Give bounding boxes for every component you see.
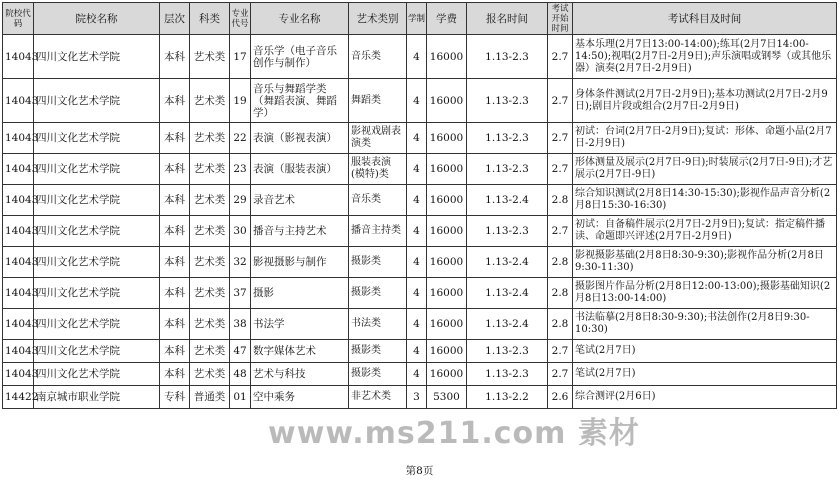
exam-start-cell: 2.7 — [548, 154, 573, 185]
art-type-cell: 书法类 — [349, 309, 407, 340]
exam-subjects-cell: 基本乐理(2月7日13:00-14:00);练耳(2月7日14:00-14:50);视唱(2月7日-2月9日);声乐演唱或钢琴（或其他乐器）演奏(2月7日-2月9日) — [573, 35, 837, 79]
table-row — [3, 185, 837, 216]
header-category: 科类 — [190, 3, 230, 35]
table-row — [3, 340, 837, 363]
exam-subjects-cell: 初试：台词(2月7日-2月9日);复试：形体、命题小品(2月7日-2月9日) — [573, 123, 837, 154]
header-school-name: 院校名称 — [34, 3, 160, 35]
category-cell: 艺术类 — [190, 216, 230, 247]
signup-period-cell: 1.13-2.3 — [467, 35, 548, 79]
school-name-cell: 四川文化艺术学院 — [34, 216, 160, 247]
level-cell: 本科 — [160, 278, 190, 309]
school-name-cell: 四川文化艺术学院 — [34, 35, 160, 79]
level-cell: 本科 — [160, 79, 190, 123]
major-code-cell: 17 — [230, 35, 251, 79]
level-cell: 本科 — [160, 216, 190, 247]
school-code-cell: 14043 — [3, 79, 34, 123]
header-signup-period: 报名时间 — [467, 3, 548, 35]
major-name-cell: 录音艺术 — [251, 185, 349, 216]
level-cell: 专科 — [160, 386, 190, 409]
school-code-cell: 14422 — [3, 386, 34, 409]
table-row — [3, 363, 837, 386]
category-cell: 艺术类 — [190, 35, 230, 79]
category-cell: 艺术类 — [190, 278, 230, 309]
art-type-cell: 音乐类 — [349, 185, 407, 216]
exam-subjects-cell: 身体条件测试(2月7日-2月9日);基本功测试(2月7日-2月9日);剧目片段或组合(2月7日-2月9日) — [573, 79, 837, 123]
table-row — [3, 216, 837, 247]
exam-start-cell: 2.7 — [548, 216, 573, 247]
signup-period-cell: 1.13-2.4 — [467, 247, 548, 278]
fee-cell: 16000 — [427, 340, 467, 363]
category-cell: 艺术类 — [190, 79, 230, 123]
major-code-cell: 29 — [230, 185, 251, 216]
major-name-cell: 艺术与科技 — [251, 363, 349, 386]
category-cell: 艺术类 — [190, 309, 230, 340]
fee-cell: 16000 — [427, 247, 467, 278]
school-code-cell: 14043 — [3, 363, 34, 386]
header-school-code: 院校代码 — [3, 3, 34, 35]
category-cell: 艺术类 — [190, 123, 230, 154]
art-type-cell: 摄影类 — [349, 278, 407, 309]
header-art-type: 艺术类别 — [349, 3, 407, 35]
years-cell: 4 — [407, 247, 427, 278]
watermark-text: www.ms211.com 素材 — [268, 416, 640, 451]
signup-period-cell: 1.13-2.4 — [467, 185, 548, 216]
school-name-cell: 四川文化艺术学院 — [34, 247, 160, 278]
table-row — [3, 79, 837, 123]
exam-subjects-cell: 综合知识测试(2月8日14:30-15:30);影视作品声音分析(2月8日15:30-16:30) — [573, 185, 837, 216]
major-name-cell: 表演（影视表演） — [251, 123, 349, 154]
fee-cell: 16000 — [427, 278, 467, 309]
exam-subjects-cell: 影视摄影基础(2月8日8:30-9:30);影视作品分析(2月8日9:30-11:30) — [573, 247, 837, 278]
years-cell: 3 — [407, 386, 427, 409]
signup-period-cell: 1.13-2.3 — [467, 340, 548, 363]
major-name-cell: 影视摄影与制作 — [251, 247, 349, 278]
exam-start-cell: 2.8 — [548, 185, 573, 216]
table-row — [3, 386, 837, 409]
exam-subjects-cell: 形体测量及展示(2月7日-9日);时装展示(2月7日-9日);才艺展示(2月7日-9日) — [573, 154, 837, 185]
school-name-cell: 四川文化艺术学院 — [34, 123, 160, 154]
years-cell: 4 — [407, 123, 427, 154]
art-type-cell: 影视戏剧表演类 — [349, 123, 407, 154]
exam-start-cell: 2.7 — [548, 123, 573, 154]
major-code-cell: 37 — [230, 278, 251, 309]
level-cell: 本科 — [160, 123, 190, 154]
school-code-cell: 14043 — [3, 216, 34, 247]
signup-period-cell: 1.13-2.3 — [467, 216, 548, 247]
exam-start-cell: 2.8 — [548, 278, 573, 309]
level-cell: 本科 — [160, 340, 190, 363]
header-exam-subjects: 考试科目及时间 — [573, 3, 837, 35]
fee-cell: 16000 — [427, 309, 467, 340]
major-name-cell: 空中乘务 — [251, 386, 349, 409]
header-fee: 学费 — [427, 3, 467, 35]
years-cell: 4 — [407, 278, 427, 309]
fee-cell: 16000 — [427, 185, 467, 216]
years-cell: 4 — [407, 154, 427, 185]
years-cell: 4 — [407, 363, 427, 386]
exam-subjects-cell: 书法临摹(2月8日8:30-9:30);书法创作(2月8日9:30-10:30) — [573, 309, 837, 340]
school-name-cell: 四川文化艺术学院 — [34, 309, 160, 340]
level-cell: 本科 — [160, 185, 190, 216]
major-code-cell: 23 — [230, 154, 251, 185]
major-name-cell: 音乐与舞蹈学类（舞蹈表演、舞蹈学） — [251, 79, 349, 123]
major-code-cell: 38 — [230, 309, 251, 340]
school-code-cell: 14043 — [3, 340, 34, 363]
art-type-cell: 非艺术类 — [349, 386, 407, 409]
level-cell: 本科 — [160, 35, 190, 79]
category-cell: 艺术类 — [190, 154, 230, 185]
school-code-cell: 14043 — [3, 123, 34, 154]
major-code-cell: 22 — [230, 123, 251, 154]
category-cell: 艺术类 — [190, 247, 230, 278]
exam-start-cell: 2.8 — [548, 309, 573, 340]
years-cell: 4 — [407, 309, 427, 340]
school-name-cell: 四川文化艺术学院 — [34, 340, 160, 363]
header-major-code: 专业代号 — [230, 3, 251, 35]
fee-cell: 16000 — [427, 35, 467, 79]
school-name-cell: 四川文化艺术学院 — [34, 79, 160, 123]
exam-start-cell: 2.7 — [548, 35, 573, 79]
school-code-cell: 14043 — [3, 154, 34, 185]
table-row — [3, 309, 837, 340]
years-cell: 4 — [407, 35, 427, 79]
major-name-cell: 摄影 — [251, 278, 349, 309]
major-code-cell: 32 — [230, 247, 251, 278]
exam-subjects-cell: 初试：自备稿件展示(2月7日-2月9日);复试：指定稿件播读、命题即兴评述(2月7日-2月9日) — [573, 216, 837, 247]
art-type-cell: 摄影类 — [349, 363, 407, 386]
major-code-cell: 19 — [230, 79, 251, 123]
exam-subjects-cell: 综合测评(2月6日) — [573, 386, 837, 409]
school-code-cell: 14043 — [3, 278, 34, 309]
school-code-cell: 14043 — [3, 247, 34, 278]
exam-schedule-table — [2, 2, 837, 409]
school-code-cell: 14043 — [3, 35, 34, 79]
major-name-cell: 书法学 — [251, 309, 349, 340]
exam-start-cell: 2.8 — [548, 247, 573, 278]
fee-cell: 5300 — [427, 386, 467, 409]
level-cell: 本科 — [160, 154, 190, 185]
header-years: 学制 — [407, 3, 427, 35]
fee-cell: 16000 — [427, 123, 467, 154]
school-name-cell: 南京城市职业学院 — [34, 386, 160, 409]
level-cell: 本科 — [160, 247, 190, 278]
category-cell: 艺术类 — [190, 363, 230, 386]
table-row — [3, 154, 837, 185]
school-name-cell: 四川文化艺术学院 — [34, 154, 160, 185]
fee-cell: 16000 — [427, 363, 467, 386]
art-type-cell: 摄影类 — [349, 340, 407, 363]
years-cell: 4 — [407, 79, 427, 123]
header-exam-start: 考试开始时间 — [548, 3, 573, 35]
art-type-cell: 舞蹈类 — [349, 79, 407, 123]
school-code-cell: 14043 — [3, 309, 34, 340]
level-cell: 本科 — [160, 363, 190, 386]
exam-start-cell: 2.7 — [548, 340, 573, 363]
exam-subjects-cell: 笔试(2月7日) — [573, 340, 837, 363]
table-row — [3, 35, 837, 79]
fee-cell: 16000 — [427, 79, 467, 123]
header-row — [3, 3, 837, 35]
fee-cell: 16000 — [427, 154, 467, 185]
signup-period-cell: 1.13-2.2 — [467, 386, 548, 409]
table-row — [3, 123, 837, 154]
years-cell: 4 — [407, 340, 427, 363]
category-cell: 普通类 — [190, 386, 230, 409]
years-cell: 4 — [407, 185, 427, 216]
school-name-cell: 四川文化艺术学院 — [34, 278, 160, 309]
signup-period-cell: 1.13-2.4 — [467, 309, 548, 340]
exam-start-cell: 2.7 — [548, 363, 573, 386]
school-name-cell: 四川文化艺术学院 — [34, 185, 160, 216]
header-level: 层次 — [160, 3, 190, 35]
header-major-name: 专业名称 — [251, 3, 349, 35]
art-type-cell: 摄影类 — [349, 247, 407, 278]
major-name-cell: 表演（服装表演） — [251, 154, 349, 185]
signup-period-cell: 1.13-2.3 — [467, 79, 548, 123]
school-code-cell: 14043 — [3, 185, 34, 216]
signup-period-cell: 1.13-2.3 — [467, 123, 548, 154]
years-cell: 4 — [407, 216, 427, 247]
exam-start-cell: 2.7 — [548, 79, 573, 123]
level-cell: 本科 — [160, 309, 190, 340]
signup-period-cell: 1.13-2.3 — [467, 363, 548, 386]
table-row — [3, 247, 837, 278]
signup-period-cell: 1.13-2.4 — [467, 278, 548, 309]
major-name-cell: 音乐学（电子音乐创作与制作） — [251, 35, 349, 79]
category-cell: 艺术类 — [190, 185, 230, 216]
art-type-cell: 播音主持类 — [349, 216, 407, 247]
signup-period-cell: 1.13-2.3 — [467, 154, 548, 185]
art-type-cell: 服装表演(模特)类 — [349, 154, 407, 185]
major-code-cell: 01 — [230, 386, 251, 409]
exam-subjects-cell: 笔试(2月7日) — [573, 363, 837, 386]
major-code-cell: 47 — [230, 340, 251, 363]
page-number: 第8页 — [405, 465, 434, 477]
major-code-cell: 30 — [230, 216, 251, 247]
fee-cell: 16000 — [427, 216, 467, 247]
exam-start-cell: 2.6 — [548, 386, 573, 409]
exam-subjects-cell: 摄影图片作品分析(2月8日12:00-13:00);摄影基础知识(2月8日13:00-14:00) — [573, 278, 837, 309]
table-row — [3, 278, 837, 309]
category-cell: 艺术类 — [190, 340, 230, 363]
major-code-cell: 48 — [230, 363, 251, 386]
major-name-cell: 数字媒体艺术 — [251, 340, 349, 363]
school-name-cell: 四川文化艺术学院 — [34, 363, 160, 386]
art-type-cell: 音乐类 — [349, 35, 407, 79]
major-name-cell: 播音与主持艺术 — [251, 216, 349, 247]
